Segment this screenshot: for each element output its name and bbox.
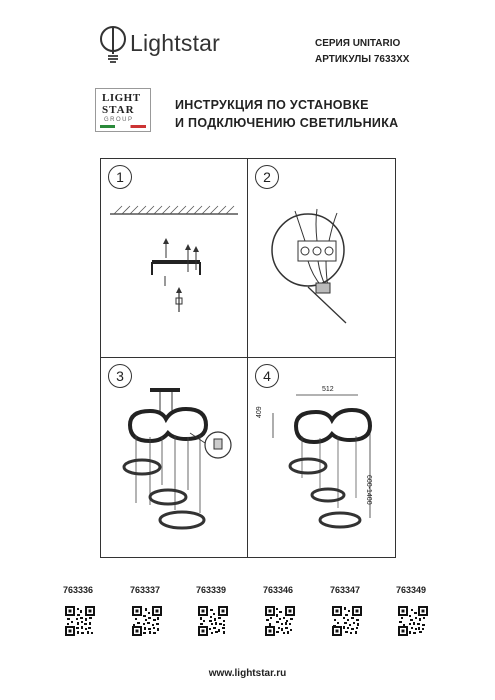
step-3-badge: 3: [108, 364, 132, 388]
article-2: 763337: [130, 585, 161, 595]
qr-code-icon[interactable]: [198, 606, 228, 636]
badge-line2: STAR: [102, 104, 135, 116]
article-3: 763339: [196, 585, 227, 595]
step4-dimensions-illustration: [268, 378, 388, 533]
articles-label: АРТИКУЛЫ 7633XX: [315, 54, 410, 65]
series-info: [315, 36, 425, 68]
qr-code-icon[interactable]: [265, 606, 295, 636]
step-4-badge: 4: [255, 364, 279, 388]
article-4: 763346: [263, 585, 294, 595]
qr-code-icon[interactable]: [332, 606, 362, 636]
step1-mounting-illustration: [110, 200, 240, 320]
page-title: [175, 96, 398, 132]
brand-name: Lightstar: [130, 30, 221, 56]
step-2-badge: 2: [255, 165, 279, 189]
title-line1: ИНСТРУКЦИЯ ПО УСТАНОВКЕ: [175, 98, 369, 112]
lightstar-logo-icon: [97, 24, 129, 64]
title-line2: И ПОДКЛЮЧЕНИЮ СВЕТИЛЬНИКА: [175, 116, 399, 130]
step-1-badge: 1: [108, 165, 132, 189]
qr-code-icon[interactable]: [398, 606, 428, 636]
dimension-width: 512: [322, 386, 334, 393]
italian-flag-icon: [100, 125, 146, 128]
series-label: СЕРИЯ UNITARIO: [315, 38, 401, 49]
website-link[interactable]: www.lightstar.ru: [208, 668, 287, 679]
lightstar-group-badge: [95, 88, 151, 132]
qr-code-icon[interactable]: [132, 606, 162, 636]
badge-line1: LIGHT: [102, 92, 141, 104]
step2-wiring-illustration: [268, 205, 353, 325]
qr-code-icon[interactable]: [65, 606, 95, 636]
article-1: 763336: [63, 585, 94, 595]
step3-assembly-illustration: [120, 385, 245, 535]
badge-line3: GROUP: [104, 117, 134, 123]
dimension-drop: 600-1400: [365, 475, 372, 505]
dimension-height: 409: [256, 406, 263, 418]
grid-divider-horizontal: [100, 357, 395, 358]
article-6: 763349: [396, 585, 427, 595]
article-5: 763347: [330, 585, 361, 595]
